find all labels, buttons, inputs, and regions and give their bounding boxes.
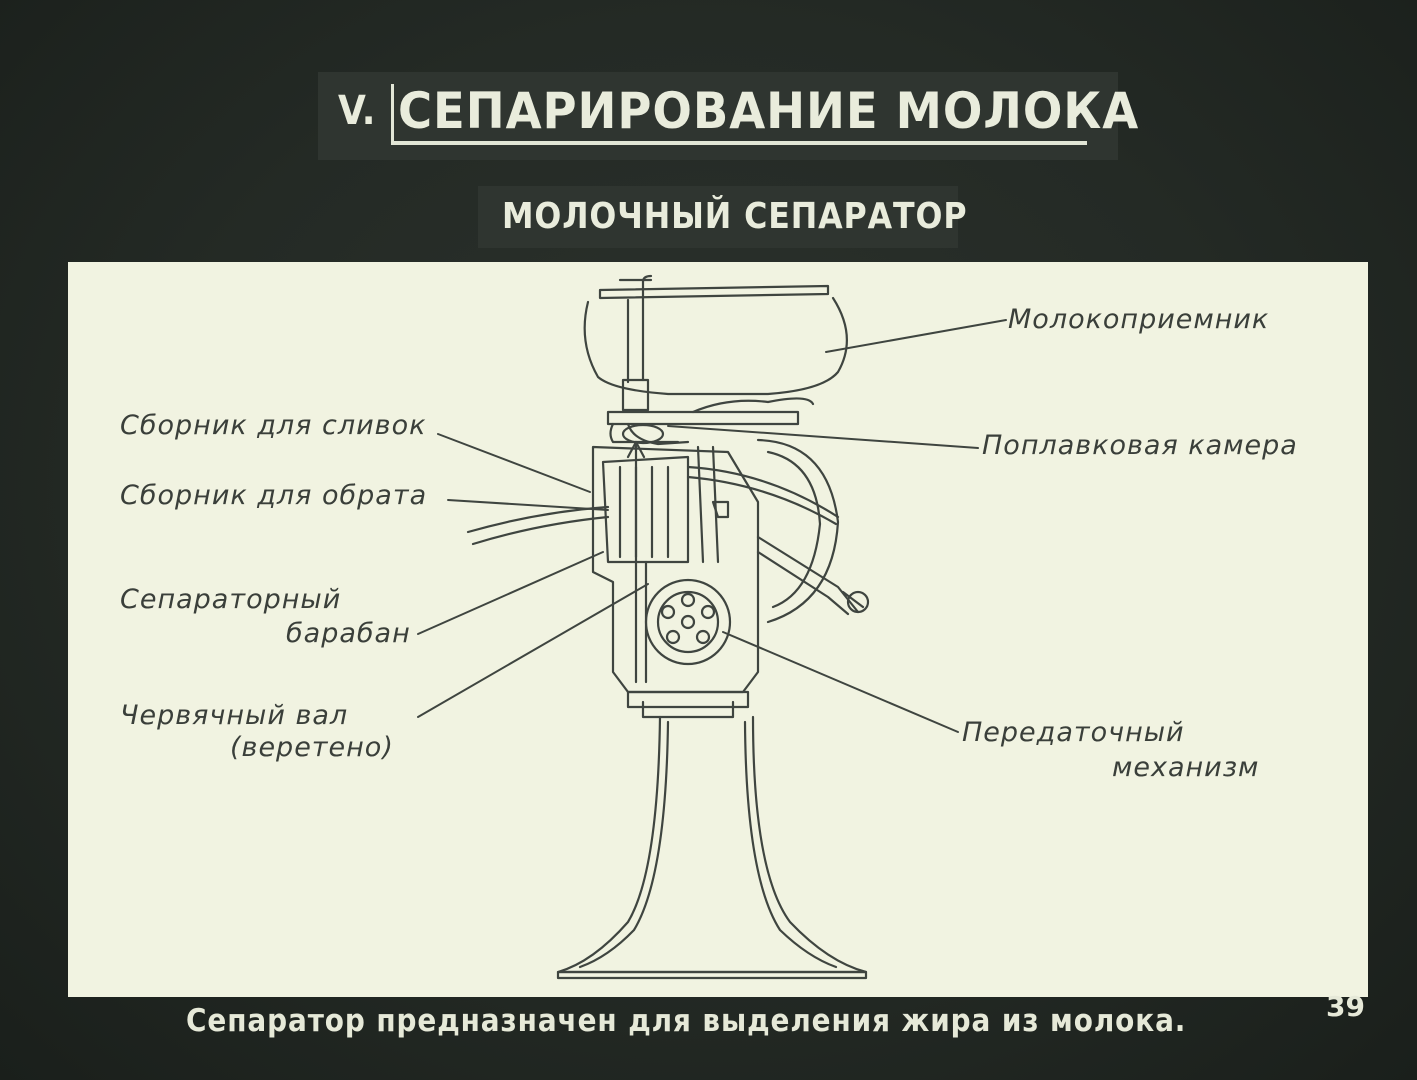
title-underline bbox=[391, 141, 1087, 145]
drive-wheel-drawing bbox=[688, 440, 838, 622]
pedestal-drawing bbox=[558, 717, 866, 978]
label-skim-collector: Сборник для обрата bbox=[120, 480, 428, 511]
page-number: 39 bbox=[1326, 990, 1365, 1023]
slide-subtitle: МОЛОЧНЫЙ СЕПАРАТОР bbox=[502, 196, 968, 237]
diagram-panel bbox=[68, 262, 1368, 997]
milk-receiver-bowl bbox=[585, 276, 847, 394]
label-milk-receiver: Молокоприемник bbox=[1008, 304, 1270, 335]
section-number: V. bbox=[338, 88, 377, 134]
outlet-pipes-drawing bbox=[468, 507, 608, 544]
label-transmission-2: механизм bbox=[1112, 752, 1260, 783]
title-bracket bbox=[391, 84, 394, 142]
separator-drawing bbox=[68, 262, 1368, 997]
label-separator-drum-1: Сепараторный bbox=[120, 584, 342, 615]
transmission-gear-drawing bbox=[646, 580, 730, 664]
label-worm-shaft-1: Червячный вал bbox=[120, 700, 349, 731]
separator-housing bbox=[593, 442, 758, 692]
slide-caption: Сепаратор предназначен для выделения жира из молока. bbox=[186, 1003, 1187, 1039]
label-transmission-1: Передаточный bbox=[962, 717, 1185, 748]
label-separator-drum-2: барабан bbox=[286, 618, 411, 649]
label-cream-collector: Сборник для сливок bbox=[120, 410, 427, 441]
label-float-chamber: Поплавковая камера bbox=[982, 430, 1298, 461]
leader-lines bbox=[418, 320, 1006, 732]
crank-arm-drawing bbox=[758, 537, 868, 614]
label-worm-shaft-2: (веретено) bbox=[230, 732, 394, 763]
housing-base-drawing bbox=[628, 692, 748, 717]
slide-title: СЕПАРИРОВАНИЕ МОЛОКА bbox=[398, 82, 1140, 140]
